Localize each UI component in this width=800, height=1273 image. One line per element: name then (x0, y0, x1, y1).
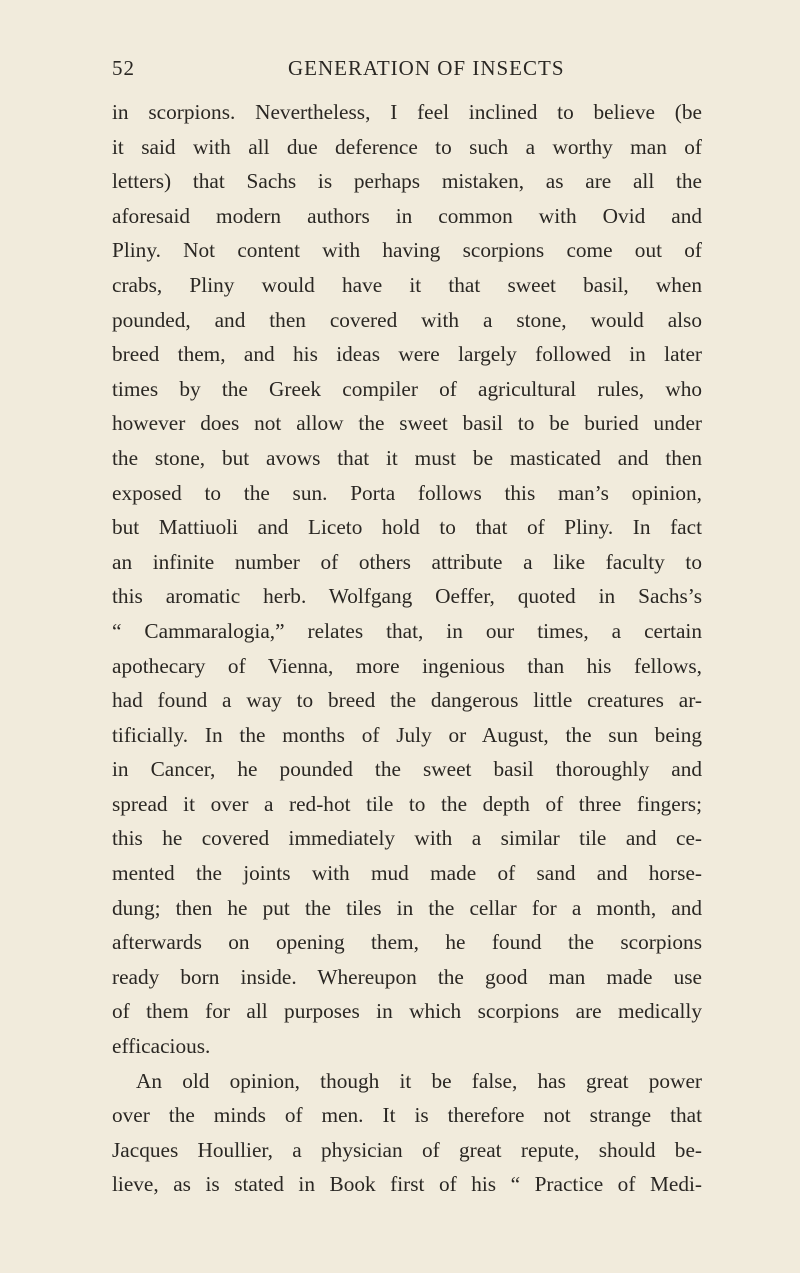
text-line: of them for all purposes in which scorpions are medically (112, 999, 702, 1024)
text-line: in Cancer, he pounded the sweet basil thoroughly and (112, 757, 702, 782)
text-line: spread it over a red-hot tile to the depth of three fingers; (112, 791, 702, 816)
text-line: apothecary of Vienna, more ingenious than his fellows, (112, 653, 702, 678)
running-title: GENERATION OF INSECTS (288, 56, 565, 80)
paragraph-end-line: efficacious. (112, 1034, 211, 1059)
text-line: ready born inside. Whereupon the good man made use (112, 964, 702, 989)
text-line: afterwards on opening them, he found the scorpions (112, 930, 702, 955)
text-line: in scorpions. Nevertheless, I feel inclined to believe (be (112, 100, 702, 124)
body-text (112, 95, 702, 1202)
text-line: “ Cammaralogia,” relates that, in our times, a certain (112, 618, 702, 643)
text-line: dung; then he put the tiles in the cellar for a month, and (112, 895, 702, 920)
text-line: however does not allow the sweet basil to be buried under (112, 411, 702, 436)
text-line: had found a way to breed the dangerous little creatures ar- (112, 688, 702, 713)
text-line: it said with all due deference to such a worthy man of (112, 134, 702, 159)
text-line: aforesaid modern authors in common with Ovid and (112, 203, 702, 228)
text-line: breed them, and his ideas were largely followed in later (112, 342, 702, 367)
text-line: Pliny. Not content with having scorpions come out of (112, 238, 702, 263)
text-line: this aromatic herb. Wolfgang Oeffer, quoted in Sachs’s (112, 584, 702, 609)
text-line: times by the Greek compiler of agricultural rules, who (112, 376, 702, 401)
text-line: tificially. In the months of July or August, the sun being (112, 722, 702, 747)
text-line: the stone, but avows that it must be masticated and then (112, 445, 702, 470)
text-line: but Mattiuoli and Liceto hold to that of Pliny. In fact (112, 515, 702, 540)
text-line: letters) that Sachs is perhaps mistaken, as are all the (112, 169, 702, 194)
text-line: mented the joints with mud made of sand and horse- (112, 861, 702, 886)
page-number: 52 (112, 56, 135, 80)
text-line: exposed to the sun. Porta follows this man’s opinion, (112, 480, 702, 505)
text-line: crabs, Pliny would have it that sweet basil, when (112, 272, 702, 297)
text-line: an infinite number of others attribute a like faculty to (112, 549, 702, 574)
text-line: Jacques Houllier, a physician of great repute, should be- (112, 1137, 702, 1162)
text-line: this he covered immediately with a similar tile and ce- (112, 826, 702, 851)
text-line: lieve, as is stated in Book first of his “ Practice of Medi- (112, 1172, 702, 1197)
text-line: over the minds of men. It is therefore not strange that (112, 1103, 702, 1128)
text-line: pounded, and then covered with a stone, would also (112, 307, 702, 332)
running-head (112, 56, 702, 90)
paragraph-start-line: An old opinion, though it be false, has great power (136, 1068, 702, 1093)
